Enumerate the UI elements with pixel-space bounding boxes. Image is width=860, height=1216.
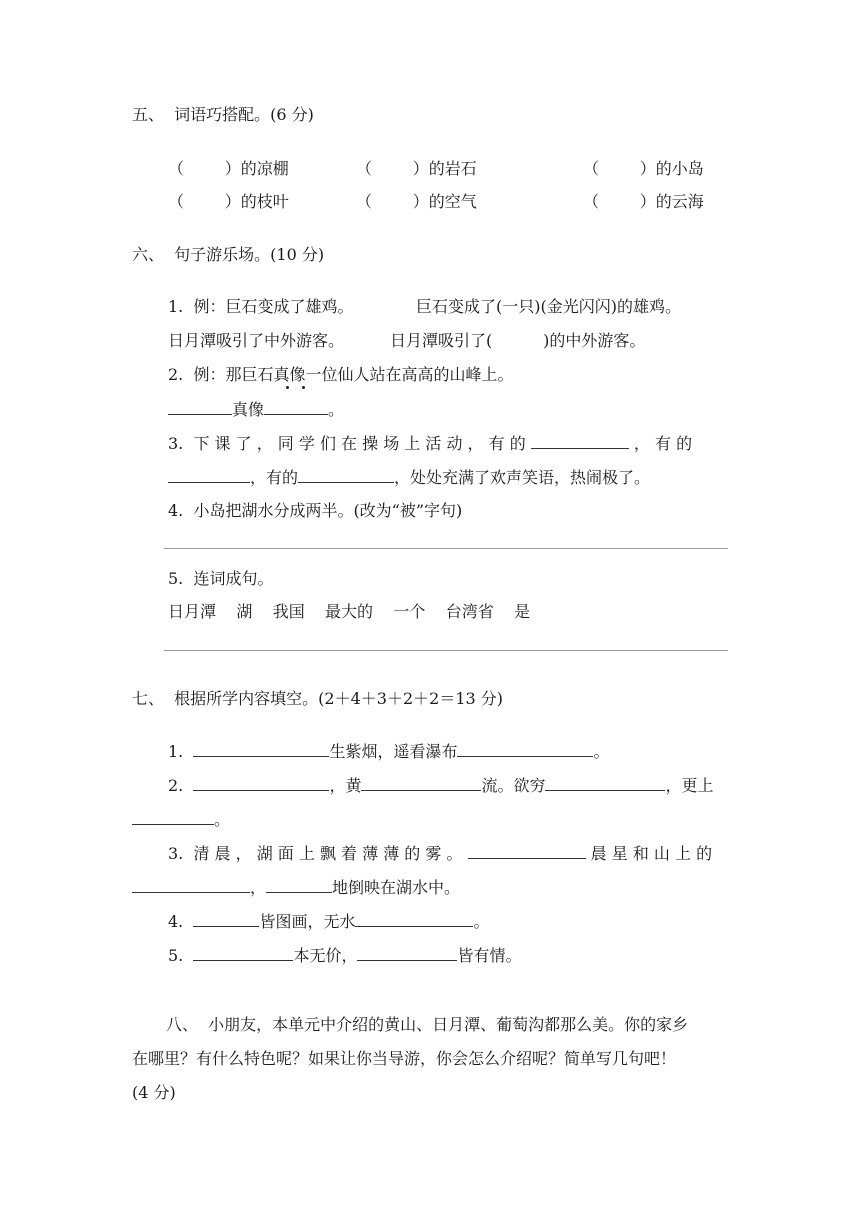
- emphasis-dot: [286, 386, 289, 389]
- s6-q1-task: 日月潭吸引了中外游客。: [168, 331, 345, 350]
- s5-item-1: （ ）的凉棚: [168, 159, 289, 178]
- s6-q2-example: 2. 例：那巨石真像一位仙人站在高高的山峰上。: [168, 365, 514, 384]
- answer-line[interactable]: [164, 650, 728, 651]
- s6-q2-task: 真像 。: [168, 398, 344, 421]
- s7-line-4: 4. 皆图画，无水 。: [168, 912, 490, 931]
- answer-blank[interactable]: [468, 842, 586, 859]
- answer-blank[interactable]: [266, 876, 332, 893]
- answer-blank[interactable]: [531, 432, 629, 449]
- s5-item-3: （ ）的小岛: [583, 159, 704, 178]
- s5-item-6: （ ）的云海: [583, 192, 704, 211]
- s6-q5-words: 日月潭 湖 我国 最大的 一个 台湾省 是: [168, 602, 531, 621]
- s6-q4: 4. 小岛把湖水分成两半。(改为“被”字句): [168, 501, 463, 520]
- answer-blank[interactable]: [193, 910, 259, 927]
- section-7-heading: 七、 根据所学内容填空。(2＋4＋3＋2＋2＝13 分): [132, 689, 504, 708]
- answer-blank[interactable]: [193, 740, 329, 757]
- emphasis-dot: [302, 386, 305, 389]
- s6-q1-example: 1. 例：巨石变成了雄鸡。: [168, 297, 354, 316]
- answer-blank[interactable]: [545, 774, 665, 791]
- s7-line-2: 2. ，黄 流。欲穷 ，更上: [168, 776, 714, 795]
- s5-item-5: （ ）的空气: [356, 192, 477, 211]
- answer-blank[interactable]: [355, 910, 473, 927]
- answer-blank[interactable]: [193, 944, 293, 961]
- s7-line-2b: 。: [132, 808, 230, 831]
- s6-q1-example-expanded: 巨石变成了(一只)(金光闪闪)的雄鸡。: [416, 297, 681, 316]
- section-8-line-2: 在哪里？有什么特色呢？如果让你当导游，你会怎么介绍呢？简单写几句吧！: [132, 1049, 677, 1068]
- answer-line[interactable]: [164, 548, 728, 549]
- section-5-heading: 五、 词语巧搭配。(6 分): [132, 105, 314, 124]
- section-6-heading: 六、 句子游乐场。(10 分): [132, 245, 325, 264]
- answer-blank[interactable]: [168, 398, 232, 415]
- section-8-line-3: (4 分): [132, 1083, 176, 1102]
- answer-blank[interactable]: [298, 466, 394, 483]
- answer-blank[interactable]: [357, 944, 457, 961]
- answer-blank[interactable]: [457, 740, 593, 757]
- answer-blank[interactable]: [361, 774, 481, 791]
- s7-line-1: 1. 生紫烟，遥看瀑布 。: [168, 742, 610, 761]
- section-8-line-1: 八、 小朋友，本单元中介绍的黄山、日月潭、葡萄沟都那么美。你的家乡: [166, 1015, 689, 1034]
- answer-blank[interactable]: [193, 774, 329, 791]
- answer-blank[interactable]: [168, 466, 250, 483]
- s6-q3-line2: ，有的 ，处处充满了欢声笑语，热闹极了。: [168, 466, 650, 489]
- s6-q5: 5. 连词成句。: [168, 569, 274, 588]
- s5-item-2: （ ）的岩石: [356, 159, 477, 178]
- s5-item-4: （ ）的枝叶: [168, 192, 289, 211]
- answer-blank[interactable]: [132, 876, 250, 893]
- s7-line-3b: ， 地倒映在湖水中。: [132, 876, 460, 899]
- answer-blank[interactable]: [264, 398, 328, 415]
- answer-blank[interactable]: [132, 808, 214, 825]
- s6-q3-line1: 3. 下 课 了 ， 同 学 们 在 操 场 上 活 动 ， 有 的 ， 有 的: [168, 434, 693, 453]
- s7-line-3: 3. 清 晨 ， 湖 面 上 飘 着 薄 薄 的 雾 。 晨 星 和 山 上 的: [168, 844, 713, 863]
- s6-q1-task-expanded: 日月潭吸引了( )的中外游客。: [390, 331, 646, 350]
- s7-line-5: 5. 本无价， 皆有情。: [168, 946, 522, 965]
